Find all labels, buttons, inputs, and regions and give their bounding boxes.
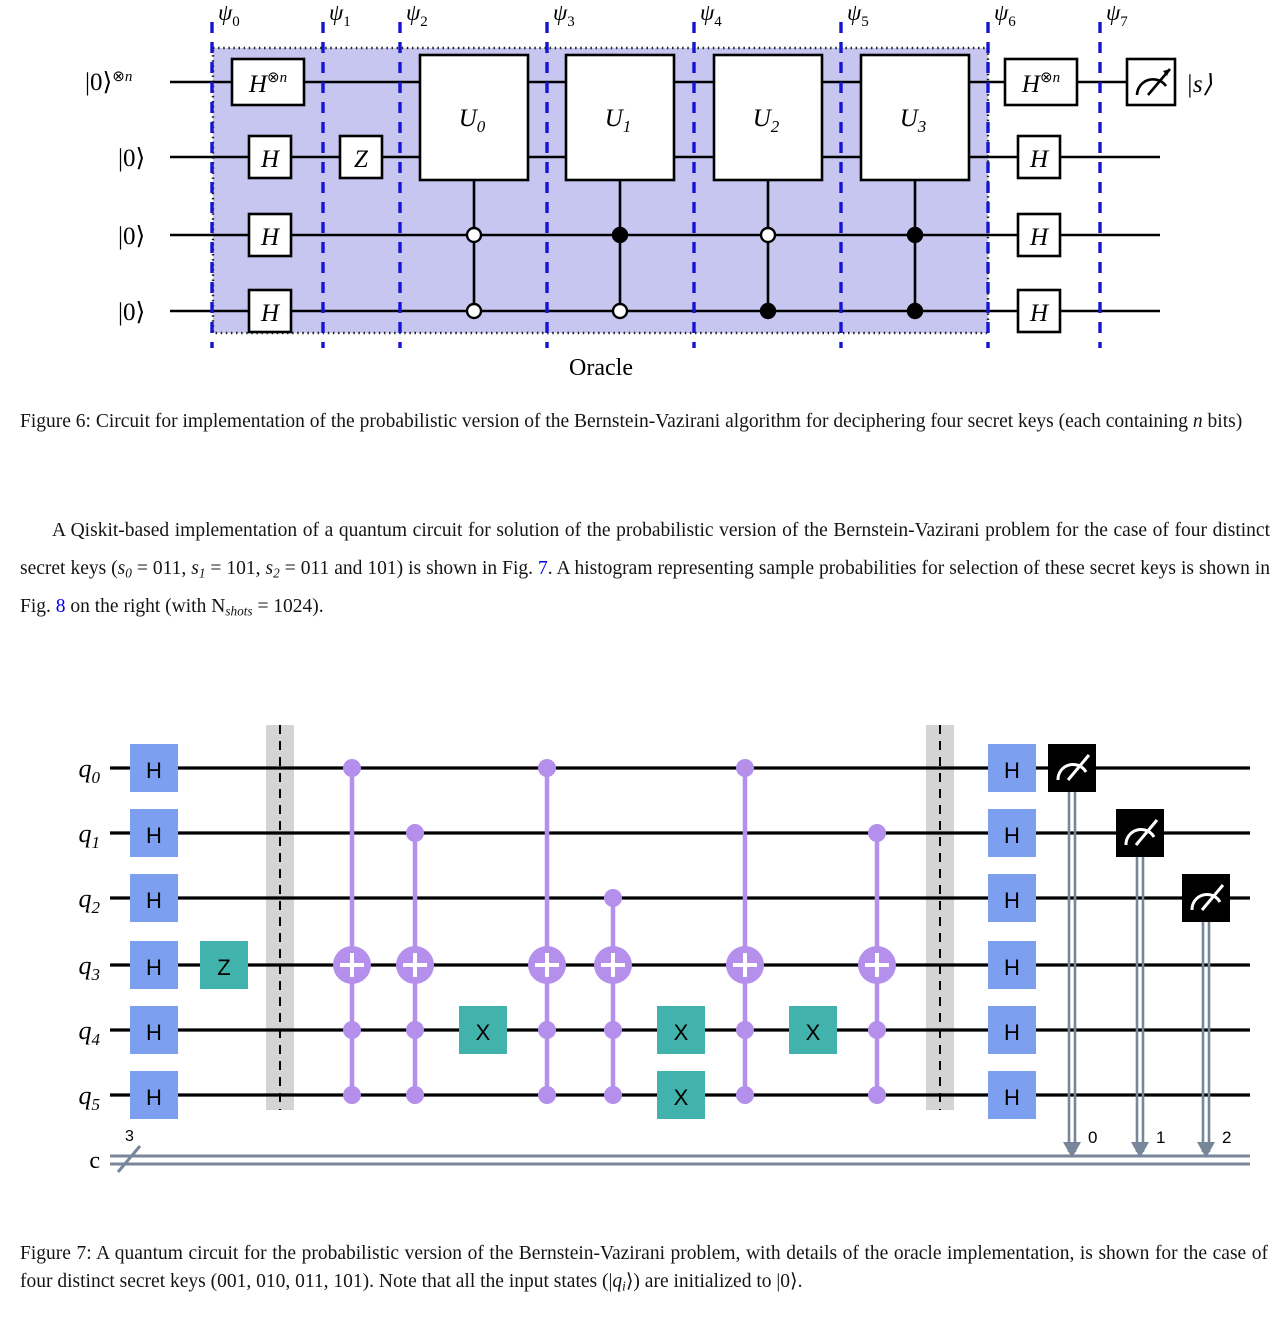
figure-7-caption-prefix: Figure 7: [20,1243,92,1264]
measure-gate-q2 [1182,874,1230,922]
qubit-label-q3: $q_3$ [78,951,100,984]
svg-text:H: H [1004,888,1020,913]
gate-h-q2-in-label: H [260,224,280,251]
qubit-label-q1: $q_1$ [78,819,100,852]
clbit-index-0: 0 [1088,1128,1098,1147]
figure-7-caption [20,1240,1268,1296]
measure-gate-box [1127,59,1175,105]
control-filled-u1-q2 [613,228,627,242]
figure-7-caption-text-a: A quantum circuit for the probabilistic version of the Bernstein-Vazirani problem, with details of the oracle implementation, is shown for the case of four distinct secret keys (001, 010, 011, 101). Note that all the input states (| [20,1243,1268,1292]
figure-reference-8[interactable]: 8 [55,596,66,618]
gate-h-tensor-out-label: H⊗n [1021,70,1061,98]
figure-6-circuit [0,0,1280,395]
secret-key-s2-value: = 011 and 101) is shown in Fig. [279,558,538,580]
figure-6-caption-italic-n: n [1192,411,1203,432]
gate-u1-label: $U_1$ [604,105,632,136]
svg-text:X: X [805,1020,821,1045]
svg-text:X: X [673,1085,689,1110]
psi-label-4: $\psi_4$ [700,0,722,30]
secret-key-s1-sub: 1 [198,565,206,581]
svg-text:H: H [146,823,162,848]
figure-7-caption-qi-sub: i [622,1278,626,1294]
wire-2-label: |0⟩ [118,223,146,250]
secret-key-s0: s [117,558,126,580]
gate-h-q3-in-label: H [260,300,280,327]
classical-width-label: 3 [125,1128,134,1145]
svg-text:H: H [146,758,162,783]
svg-text:H: H [146,1085,162,1110]
hadamard-column-1 [130,744,178,1119]
psi-label-7: $\psi_7$ [1106,0,1128,30]
svg-text:H: H [146,1020,162,1045]
z-gate-q3 [200,941,248,989]
svg-text:H: H [1004,1020,1020,1045]
gate-u3-label: $U_3$ [899,105,927,136]
output-state-label: |s⟩ [1186,71,1213,98]
secret-key-s1: s [191,558,199,580]
svg-text:H: H [1004,1085,1020,1110]
figure-7-caption-text-b: ⟩) are initialized to |0⟩. [625,1270,803,1292]
wire-0-label: |0⟩⊗n [85,69,133,96]
control-open-u2-q2 [761,228,775,242]
figure-7-circuit [0,700,1280,1210]
oracle-label: Oracle [569,355,633,381]
gate-u0-label: $U_0$ [458,105,486,136]
psi-label-3: $\psi_3$ [553,0,575,30]
figure-6-caption-text-a: Circuit for implementation of the probabilistic version of the Bernstein-Vazirani algorithm for deciphering four secret keys (each containing [90,411,1193,432]
nshots-symbol: N [211,596,226,618]
figure-6-caption-text-b: bits) [1202,411,1243,432]
svg-text:H: H [1004,823,1020,848]
x-gates [459,1006,837,1119]
psi-label-2: $\psi_2$ [406,0,428,30]
control-filled-u3-q3 [908,304,922,318]
para-text-1: A Qiskit-based implementation of a quantum circuit for solution of the probabilistic version of the Bernstein-Vazirani problem for the case of four distinct secret keys ( [20,520,1270,580]
control-open-u0-q2 [467,228,481,242]
nshots-sub: shots [225,603,253,619]
gate-h-q1-in-label: H [260,146,280,173]
para-text-2: . A histogram representing sample probabilities for selection of these secret keys is shown in Fig. [20,558,1271,618]
svg-text:H: H [1004,955,1020,980]
barrier-2 [926,725,954,1110]
wire-3-label: |0⟩ [118,299,146,326]
nshots-value: = 1024). [252,596,324,618]
qubit-label-q5: $q_5$ [78,1081,100,1114]
svg-text:Z: Z [217,955,231,980]
hadamard-column-2 [988,744,1036,1119]
svg-text:H: H [146,955,162,980]
svg-text:X: X [475,1020,491,1045]
gate-h-tensor-in-label: H⊗n [248,70,288,98]
psi-label-1: $\psi_1$ [329,0,351,30]
control-filled-u3-q2 [908,228,922,242]
secret-key-s0-sub: 0 [125,565,132,581]
barrier-1 [266,725,294,1110]
measure-gate-q1 [1116,809,1164,857]
body-paragraph [20,512,1270,626]
figure-6-caption [20,408,1268,436]
gate-z-q1-label: Z [354,146,368,173]
clbit-index-2: 2 [1222,1128,1232,1147]
control-filled-u2-q3 [761,304,775,318]
psi-label-6: $\psi_6$ [994,0,1016,30]
svg-text:H: H [1004,758,1020,783]
control-open-u1-q3 [613,304,627,318]
figure-reference-7[interactable]: 7 [537,558,548,580]
svg-text:X: X [673,1020,689,1045]
psi-label-5: $\psi_5$ [847,0,869,30]
qubit-label-q2: $q_2$ [78,884,100,917]
gate-h-q1-out-label: H [1029,146,1049,173]
classical-wire [110,1128,1250,1172]
qubit-label-q4: $q_4$ [78,1016,100,1049]
figure-6-caption-prefix: Figure 6: [20,411,91,432]
measure-gate-q0 [1048,744,1096,792]
gate-h-q2-out-label: H [1029,224,1049,251]
secret-key-s2: s [265,558,274,580]
svg-text:H: H [146,888,162,913]
secret-key-s0-value: = 011, [131,558,192,580]
psi-label-0: $\psi_0$ [218,0,240,30]
gate-u2-label: $U_2$ [752,105,780,136]
secret-key-s1-value: = 101, [205,558,266,580]
gate-h-q3-out-label: H [1029,300,1049,327]
classical-register-label: c [89,1148,100,1174]
secret-key-s2-sub: 2 [273,565,280,581]
para-text-3: on the right (with [65,596,212,618]
wire-1-label: |0⟩ [118,145,146,172]
figure-7-caption-qi: q [612,1270,623,1292]
qubit-label-q0: $q_0$ [78,754,100,787]
control-open-u0-q3 [467,304,481,318]
clbit-index-1: 1 [1156,1128,1166,1147]
